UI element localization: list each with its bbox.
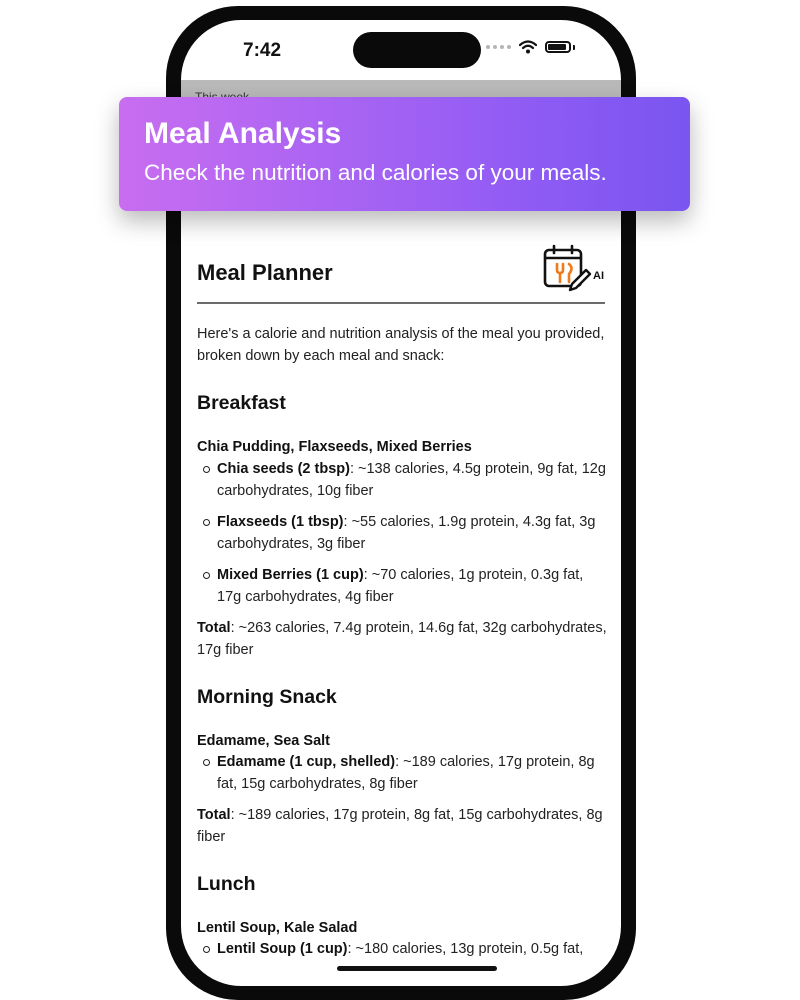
snack-total: Total: ~189 calories, 17g protein, 8g fat, 15g carbohydrates, 8g fiber	[197, 807, 603, 845]
dynamic-island	[353, 32, 481, 68]
ai-badge: AI	[593, 270, 604, 282]
breakfast-heading: Breakfast	[197, 392, 286, 414]
meal-calendar-icon[interactable]	[543, 244, 605, 294]
header-divider	[197, 302, 605, 304]
signal-icon	[486, 45, 511, 49]
wifi-icon	[519, 40, 537, 54]
status-time: 7:42	[243, 40, 282, 61]
list-item: Chia seeds (2 tbsp): ~138 calories, 4.5g protein, 9g fat, 12g carbohydrates, 10g fiber	[217, 459, 607, 502]
banner-title: Meal Analysis	[144, 117, 342, 150]
feature-banner	[119, 97, 690, 211]
lunch-subheading: Lentil Soup, Kale Salad	[197, 920, 358, 936]
status-icons	[486, 40, 575, 54]
list-item: Edamame (1 cup, shelled): ~189 calories, 17g protein, 8g fat, 15g carbohydrates, 8g fiber	[217, 752, 607, 795]
list-item: Mixed Berries (1 cup): ~70 calories, 1g protein, 0.3g fat, 17g carbohydrates, 4g fiber	[217, 565, 607, 608]
breakfast-total: Total: ~263 calories, 7.4g protein, 14.6g fat, 32g carbohydrates, 17g fiber	[197, 620, 607, 658]
snack-subheading: Edamame, Sea Salt	[197, 733, 330, 749]
meal-planner-header	[197, 244, 607, 304]
header-row	[197, 244, 607, 304]
list-item: Lentil Soup (1 cup): ~180 calories, 13g protein, 0.5g fat,	[217, 939, 607, 961]
banner-subtitle: Check the nutrition and calories of your meals.	[144, 160, 607, 185]
list-item: Flaxseeds (1 tbsp): ~55 calories, 1.9g protein, 4.3g fat, 3g carbohydrates, 3g fiber	[217, 512, 607, 555]
lunch-heading: Lunch	[197, 873, 256, 895]
battery-cap	[573, 45, 575, 50]
breakfast-subheading: Chia Pudding, Flaxseeds, Mixed Berries	[197, 439, 472, 455]
page-title: Meal Planner	[197, 260, 333, 285]
home-indicator[interactable]	[337, 966, 497, 971]
battery-icon	[545, 41, 571, 53]
intro-text: Here's a calorie and nutrition analysis of the meal you provided, broken down by each meal and snack:	[197, 326, 605, 364]
snack-heading: Morning Snack	[197, 686, 337, 708]
